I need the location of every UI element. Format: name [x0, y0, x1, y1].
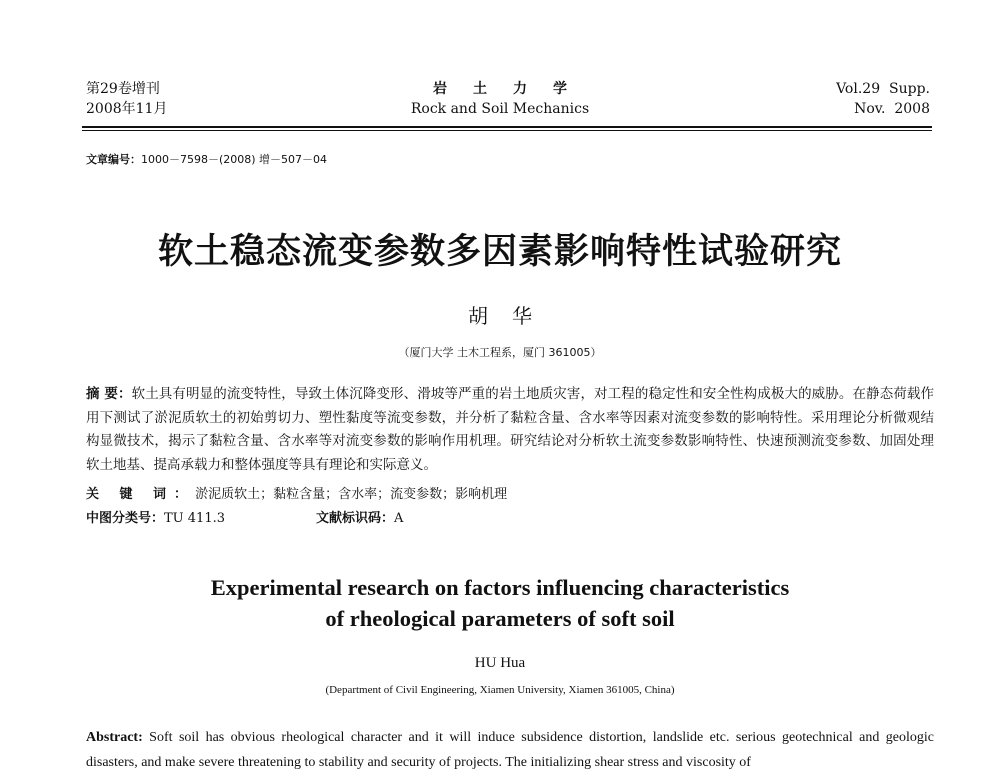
clc-value: TU 411.3	[164, 511, 225, 526]
journal-name-zh: 岩土力学	[433, 81, 593, 97]
journal-volume-info-en	[836, 79, 930, 119]
paper-title-en	[0, 572, 1000, 634]
author-zh: 胡华	[468, 304, 556, 328]
doc-code-value: A	[394, 511, 404, 526]
abstract-zh-text: 软土具有明显的流变特性，导致土体沉降变形、滑坡等严重的岩土地质灾害，对工程的稳定性和安全性构成极大的威胁。在静态荷载作用下测试了淤泥质软土的初始剪切力、塑性黏度等流变参数，并分析了黏粒含量、含水率等因素对流变参数的影响特性。采用理论分析微观结构显微技术，揭示了黏粒含量、含水率等对流变参数的影响作用机理。研究结论对分析软土流变参数影响特性、快速预测流变参数、加固处理软土地基、提高承载力和整体强度等具有理论和实际意义。	[86, 386, 934, 473]
abstract-zh-label: 摘 要：	[86, 386, 132, 402]
abstract-en	[86, 725, 934, 775]
document-code	[316, 509, 403, 529]
doc-code-label: 文献标识码：	[316, 511, 395, 526]
article-number	[86, 151, 327, 167]
article-number-label: 文章编号：	[86, 153, 141, 166]
paper-title-en-line1: Experimental research on factors influencing characteristics	[210, 575, 790, 600]
volume-issue: 第29卷增刊	[86, 81, 160, 97]
journal-name-en: Rock and Soil Mechanics	[410, 101, 590, 117]
abstract-en-label: Abstract:	[86, 730, 143, 745]
article-number-value: 1000－7598－(2008) 增－507－04	[141, 153, 328, 166]
clc-label: 中图分类号：	[86, 511, 165, 526]
issue-date: 2008年11月	[86, 101, 168, 117]
abstract-en-text: Soft soil has obvious rheological character and it will induce subsidence distortion, landslide etc. serious geotechnical and geologic disasters, and make severe threatening to stability and security of projects. The initializing shear stress and viscosity of	[86, 730, 934, 770]
paper-title-en-line2: of rheological parameters of soft soil	[325, 606, 675, 631]
affiliation-en: (Department of Civil Engineering, Xiamen University, Xiamen 361005, China)	[325, 684, 675, 696]
header-rule-thick	[82, 126, 932, 128]
classification-info	[86, 509, 404, 529]
author-en: HU Hua	[474, 655, 526, 671]
header-rule-thin	[82, 130, 932, 131]
affiliation-zh: （厦门大学 土木工程系，厦门 361005）	[398, 346, 602, 359]
abstract-zh	[86, 383, 934, 477]
paper-title-zh: 软土稳态流变参数多因素影响特性试验研究	[157, 232, 842, 272]
issue-date-en: Nov. 2008	[854, 101, 930, 117]
volume-supp: Vol.29 Supp.	[836, 81, 930, 97]
keywords-label: 关 键 词：	[86, 487, 196, 502]
keywords-text: 淤泥质软土；黏粒含量；含水率；流变参数；影响机理	[195, 487, 508, 502]
keywords-zh	[86, 485, 507, 505]
